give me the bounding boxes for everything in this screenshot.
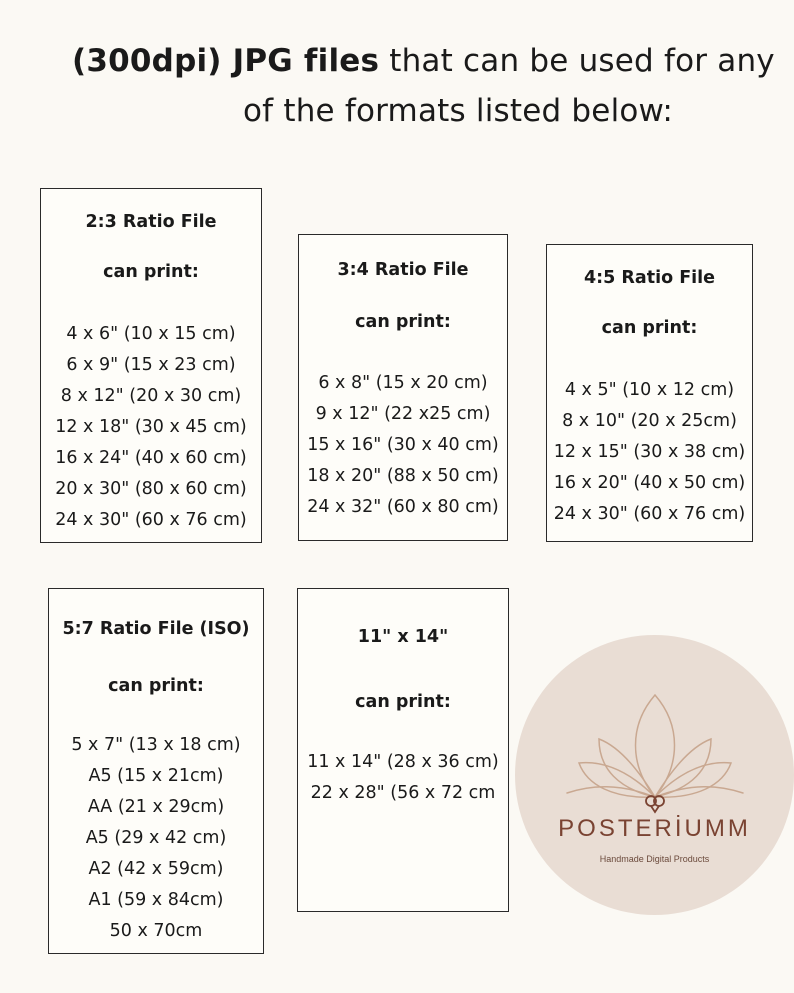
size-item: 18 x 20" (88 x 50 cm) — [307, 466, 499, 486]
size-item: 24 x 30" (60 x 76 cm) — [55, 510, 247, 530]
size-item: 4 x 5" (10 x 12 cm) — [564, 380, 735, 400]
size-item: 16 x 24" (40 x 60 cm) — [55, 448, 247, 468]
card-subtitle: can print: — [601, 318, 698, 338]
size-item: 8 x 12" (20 x 30 cm) — [60, 386, 242, 406]
size-list — [299, 368, 507, 523]
size-item: 20 x 30" (80 x 60 cm) — [55, 479, 247, 499]
card-subtitle: can print: — [103, 262, 199, 282]
size-item: 16 x 20" (40 x 50 cm) — [553, 473, 746, 493]
size-item: 6 x 8" (15 x 20 cm) — [318, 373, 488, 393]
size-item: 9 x 12" (22 x25 cm) — [315, 404, 491, 424]
size-list — [298, 747, 508, 809]
size-item: 12 x 15" (30 x 38 cm) — [553, 442, 746, 462]
size-item: 24 x 30" (60 x 76 cm) — [553, 504, 746, 524]
ratio-card-3-4 — [298, 234, 508, 541]
ratio-card-11x14 — [297, 588, 509, 912]
ratio-card-4-5 — [546, 244, 753, 542]
size-item: 6 x 9" (15 x 23 cm) — [66, 355, 236, 375]
brand-logo — [515, 635, 794, 915]
header-line-2: of the formats listed below: — [243, 93, 674, 129]
size-list — [49, 730, 263, 947]
card-subtitle: can print: — [355, 312, 451, 332]
card-title: 2:3 Ratio File — [85, 212, 217, 232]
brand-tagline: Handmade Digital Products — [599, 854, 710, 864]
header-line-1-rest: that can be used for any — [379, 43, 775, 79]
size-item: 5 x 7" (13 x 18 cm) — [71, 735, 241, 755]
size-item: A2 (42 x 59cm) — [88, 859, 224, 879]
size-item: A5 (15 x 21cm) — [88, 766, 224, 786]
ratio-card-5-7-iso — [48, 588, 264, 954]
size-item: 24 x 32" (60 x 80 cm) — [307, 497, 499, 517]
card-title: 11" x 14" — [357, 627, 449, 647]
size-item: 4 x 6" (10 x 15 cm) — [66, 324, 236, 344]
size-item: A5 (29 x 42 cm) — [85, 828, 227, 848]
card-title: 4:5 Ratio File — [583, 268, 716, 288]
size-item: A1 (59 x 84cm) — [88, 890, 224, 910]
brand-name: POSTERİUMM — [558, 815, 751, 842]
card-subtitle: can print: — [108, 676, 204, 696]
card-subtitle: can print: — [355, 692, 451, 712]
size-item: 50 x 70cm — [109, 921, 203, 941]
card-title: 3:4 Ratio File — [337, 260, 469, 280]
lotus-icon — [515, 635, 794, 915]
size-item: 12 x 18" (30 x 45 cm) — [55, 417, 247, 437]
size-item: 8 x 10" (20 x 25cm) — [562, 411, 737, 431]
header-emphasis: (300dpi) JPG files — [72, 43, 380, 79]
card-title: 5:7 Ratio File (ISO) — [62, 619, 250, 639]
ratio-card-2-3 — [40, 188, 262, 543]
size-item: AA (21 x 29cm) — [87, 797, 225, 817]
size-item: 11 x 14" (28 x 36 cm) — [307, 752, 499, 772]
header-line-1 — [72, 36, 775, 86]
size-list — [547, 375, 752, 530]
size-list — [41, 319, 261, 536]
size-item: 15 x 16" (30 x 40 cm) — [307, 435, 499, 455]
size-item: 22 x 28" (56 x 72 cm — [310, 783, 496, 803]
